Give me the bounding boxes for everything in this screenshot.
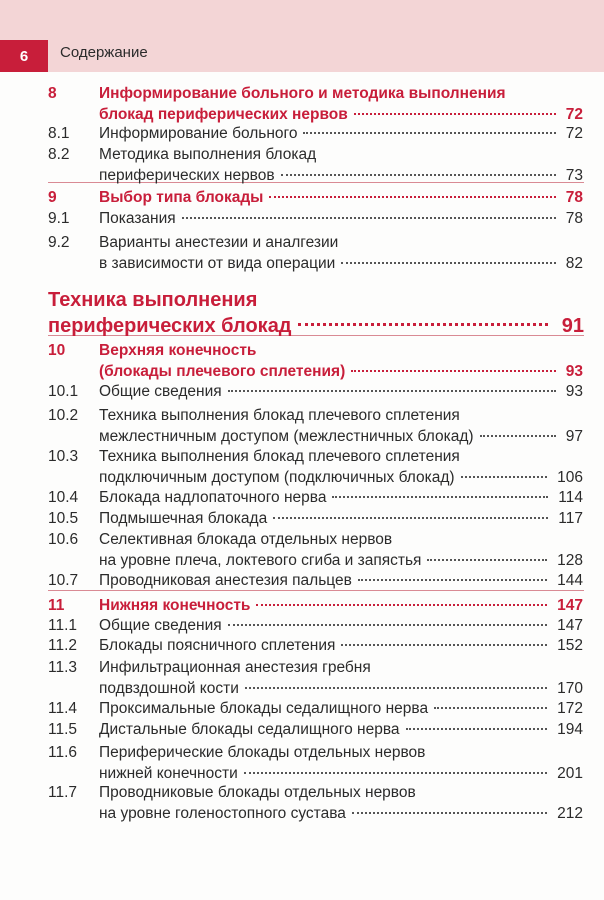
entry-number: 10.5 — [48, 510, 79, 527]
entry-title — [99, 509, 539, 530]
leader-dots — [351, 370, 556, 372]
entry-page-number: 194 — [557, 721, 583, 738]
entry-page-number: 172 — [557, 700, 583, 717]
running-title: Содержание — [60, 44, 148, 61]
entry-number: 10.7 — [48, 572, 79, 589]
entry-number: 10.4 — [48, 489, 79, 506]
entry-title-line: Варианты анестезии и аналгезии — [99, 234, 339, 251]
leader-dots — [406, 728, 548, 730]
entry-title — [99, 124, 539, 145]
entry-title — [99, 699, 539, 720]
entry-title-line: Блокада надлопаточного нерва — [99, 489, 327, 506]
entry-number: 11.7 — [48, 784, 78, 801]
leader-dots — [182, 217, 556, 219]
leader-dots — [298, 323, 548, 326]
leader-dots — [245, 687, 547, 689]
entry-page-number: 212 — [557, 804, 583, 822]
entry-page-number: 201 — [557, 764, 583, 782]
entry-title-line: межлестничным доступом (межлестничных блокад) — [99, 427, 474, 445]
toc-item[interactable] — [0, 233, 604, 274]
leader-dots — [256, 604, 547, 606]
entry-number: 11.1 — [48, 617, 78, 634]
leader-dots — [341, 644, 547, 646]
entry-title — [99, 84, 539, 125]
toc-item[interactable] — [0, 743, 604, 784]
entry-page-number: 93 — [565, 362, 583, 380]
entry-number: 11.4 — [48, 700, 78, 717]
entry-title-line: Проводниковая анестезия пальцев — [99, 572, 352, 589]
entry-number: 11.6 — [48, 744, 78, 761]
entry-page-number: 147 — [557, 617, 583, 634]
page-number: 6 — [0, 40, 48, 72]
entry-page-number: 72 — [565, 105, 583, 123]
entry-title-line: на уровне голеностопного сустава — [99, 804, 346, 822]
entry-title — [99, 488, 539, 509]
entry-number: 10.6 — [48, 531, 79, 548]
entry-title-line: блокад периферических нервов — [99, 105, 348, 123]
entry-title-line: в зависимости от вида операции — [99, 254, 336, 272]
leader-dots — [461, 476, 548, 478]
entry-number: 11.3 — [48, 659, 78, 676]
leader-dots — [354, 113, 556, 115]
entry-number: 11.5 — [48, 721, 78, 738]
toc-item[interactable] — [0, 209, 604, 230]
entry-page-number: 117 — [558, 510, 583, 527]
entry-number: 9 — [48, 189, 57, 206]
entry-title-line: Селективная блокада отдельных нервов — [99, 531, 393, 548]
toc-item[interactable] — [0, 571, 604, 592]
leader-dots — [358, 579, 547, 581]
leader-dots — [273, 517, 548, 519]
entry-title — [99, 188, 539, 209]
entry-title-line: на уровне плеча, локтевого сгиба и запястья — [99, 551, 422, 569]
entry-page-number: 144 — [557, 572, 583, 589]
entry-number: 10.2 — [48, 407, 79, 424]
entry-title — [99, 658, 539, 699]
toc-item[interactable] — [0, 530, 604, 571]
entry-title — [99, 636, 539, 657]
toc-item[interactable] — [0, 124, 604, 145]
toc-item[interactable] — [0, 720, 604, 741]
toc-item[interactable] — [0, 447, 604, 488]
part-title-line: Техника выполнения — [48, 289, 258, 311]
entry-page-number: 78 — [565, 189, 583, 206]
toc-item[interactable] — [0, 145, 604, 186]
leader-dots — [434, 707, 547, 709]
entry-title-line: Проводниковые блокады отдельных нервов — [99, 784, 416, 801]
toc-item[interactable] — [0, 406, 604, 447]
entry-title-line: Подмышечная блокада — [99, 510, 268, 527]
entry-title-line: Техника выполнения блокад плечевого сплетения — [99, 407, 460, 424]
entry-title — [99, 571, 539, 592]
entry-page-number: 152 — [557, 637, 583, 654]
toc-item[interactable] — [0, 488, 604, 509]
part-title-line: периферических блокад — [48, 315, 292, 337]
entry-number: 8.2 — [48, 146, 70, 163]
entry-title-line: Проксимальные блокады седалищного нерва — [99, 700, 429, 717]
entry-title — [99, 447, 539, 488]
entry-title-line: Общие сведения — [99, 383, 222, 400]
toc-item[interactable] — [0, 636, 604, 657]
page-header — [0, 0, 604, 72]
entry-title — [99, 209, 539, 230]
entry-page-number: 97 — [565, 427, 583, 445]
toc-chapter[interactable] — [0, 596, 604, 617]
leader-dots — [244, 772, 547, 774]
entry-title-line: подключичным доступом (подключичных блокад) — [99, 468, 455, 486]
entry-page-number: 147 — [557, 597, 583, 614]
entry-number: 9.1 — [48, 210, 70, 227]
entry-title — [99, 783, 539, 824]
part-page-number: 91 — [561, 315, 584, 337]
entry-title-line: Инфильтрационная анестезия гребня — [99, 659, 371, 676]
entry-title-line: Информирование больного и методика выполнения — [99, 85, 506, 102]
toc-item[interactable] — [0, 509, 604, 530]
toc-item[interactable] — [0, 616, 604, 637]
leader-dots — [281, 174, 556, 176]
entry-page-number: 128 — [557, 551, 583, 569]
entry-title — [99, 720, 539, 741]
toc-chapter[interactable] — [0, 84, 604, 125]
entry-title-line: Общие сведения — [99, 617, 222, 634]
entry-title-line: Методика выполнения блокад — [99, 146, 317, 163]
entry-page-number: 73 — [565, 166, 583, 184]
entry-title-line: Дистальные блокады седалищного нерва — [99, 721, 400, 738]
entry-title — [99, 233, 539, 274]
entry-title-line: Блокады поясничного сплетения — [99, 637, 336, 654]
leader-dots — [303, 132, 555, 134]
leader-dots — [269, 196, 555, 198]
entry-title-line: Периферические блокады отдельных нервов — [99, 744, 426, 761]
entry-page-number: 170 — [557, 679, 583, 697]
entry-title-line: подвздошной кости — [99, 679, 239, 697]
leader-dots — [352, 812, 547, 814]
entry-title-line: периферических нервов — [99, 166, 275, 184]
toc-chapter[interactable] — [0, 341, 604, 382]
entry-title — [99, 341, 539, 382]
toc-item[interactable] — [0, 699, 604, 720]
entry-number: 8 — [48, 85, 57, 102]
entry-number: 10.1 — [48, 383, 79, 400]
entry-title-line: Техника выполнения блокад плечевого сплетения — [99, 448, 460, 465]
entry-title — [99, 382, 539, 403]
entry-number: 11.2 — [48, 637, 78, 654]
entry-title-line: Верхняя конечность — [99, 342, 257, 359]
entry-title-line: Показания — [99, 210, 176, 227]
leader-dots — [427, 559, 547, 561]
leader-dots — [228, 624, 547, 626]
entry-title — [99, 743, 539, 784]
entry-page-number: 82 — [565, 254, 583, 272]
entry-title — [99, 530, 539, 571]
entry-title — [99, 596, 539, 617]
leader-dots — [480, 435, 556, 437]
toc-item[interactable] — [0, 658, 604, 699]
entry-page-number: 106 — [557, 468, 583, 486]
toc-item[interactable] — [0, 783, 604, 824]
entry-title — [99, 145, 539, 186]
entry-number: 10.3 — [48, 448, 79, 465]
toc-item[interactable] — [0, 382, 604, 403]
leader-dots — [341, 262, 555, 264]
entry-number: 10 — [48, 342, 66, 359]
part-heading[interactable] — [48, 287, 588, 339]
toc-chapter[interactable] — [0, 188, 604, 209]
entry-title-line: нижней конечности — [99, 764, 238, 782]
entry-title — [99, 406, 539, 447]
entry-page-number: 72 — [565, 125, 583, 142]
entry-number: 11 — [48, 597, 65, 614]
entry-title-line: Нижняя конечность — [99, 597, 251, 614]
entry-number: 8.1 — [48, 125, 70, 142]
entry-page-number: 93 — [565, 383, 583, 400]
entry-title-line: (блокады плечевого сплетения) — [99, 362, 346, 380]
leader-dots — [228, 390, 556, 392]
entry-number: 9.2 — [48, 234, 70, 251]
entry-title-line: Информирование больного — [99, 125, 298, 142]
entry-page-number: 78 — [565, 210, 583, 227]
entry-title — [99, 616, 539, 637]
leader-dots — [332, 496, 548, 498]
entry-page-number: 114 — [558, 489, 583, 506]
entry-title-line: Выбор типа блокады — [99, 189, 264, 206]
